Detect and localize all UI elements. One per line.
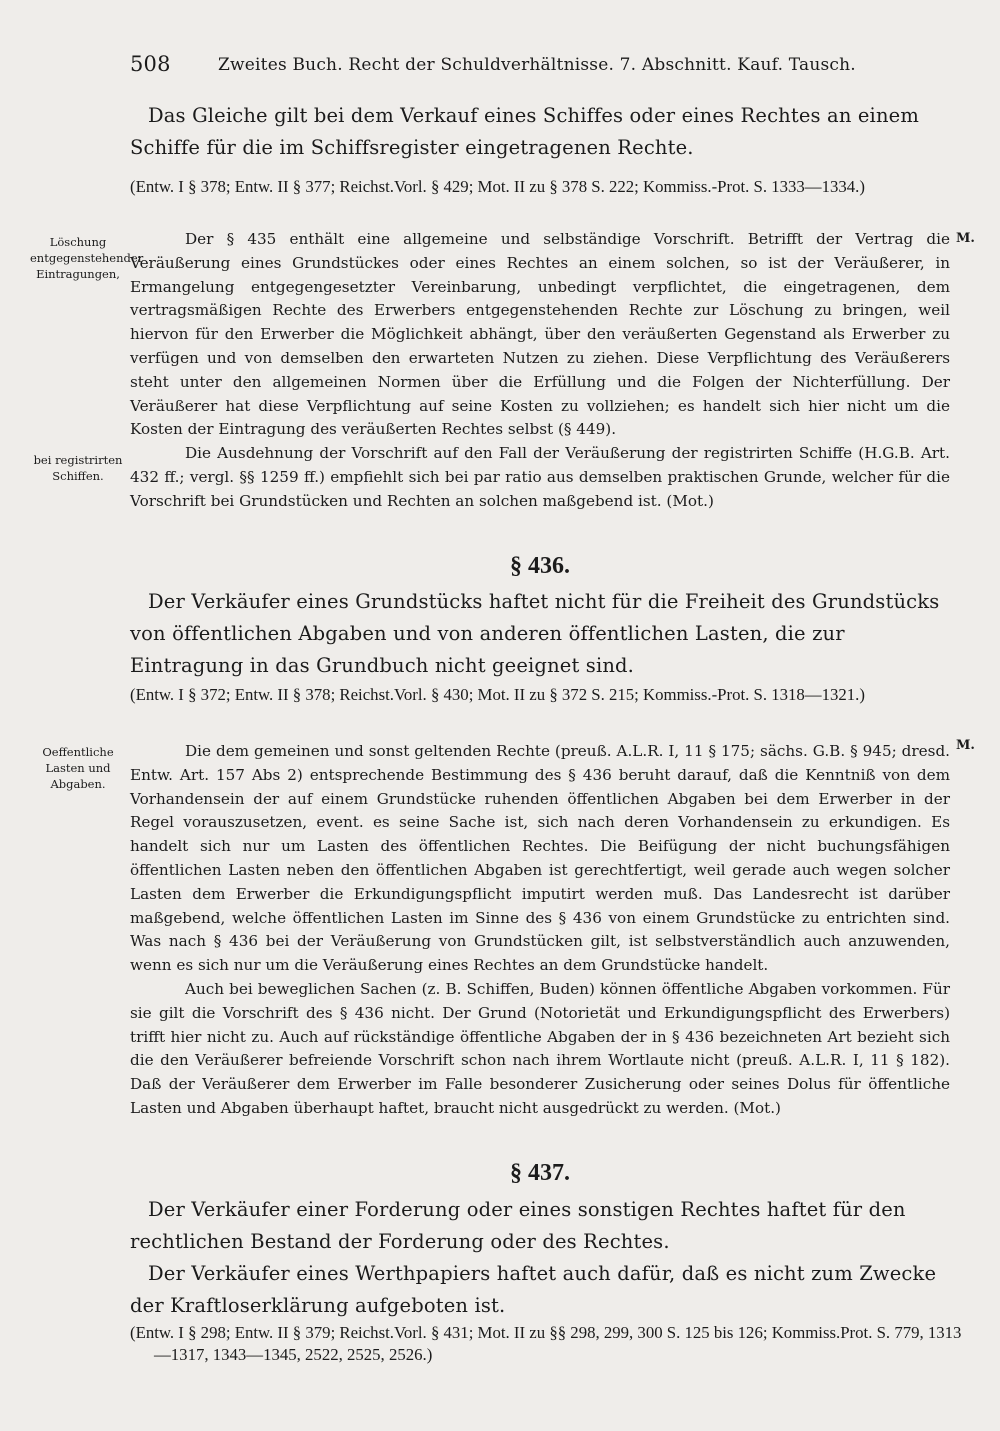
commentary-paragraph: Die dem gemeinen und sonst geltenden Rechte (preuß. A.L.R. I, 11 § 175; sächs. G.B. § 945; dresd. Entw. Art. 157 Abs 2) entsprechende Bestimmung des § 436 beruht darauf, daß die Kenntniß von dem Vorhandensein der auf einem Grundstücke ruhenden öffentlichen Abgaben bei dem Erwerber in der Regel vorauszusetzen, event. es seine Sache ist, sich nach deren Vorhandensein zu erkundigen. Es handelt sich nur um Lasten des öffentlichen Rechtes. Die Beifügung der nicht buchungsfähigen öffentlichen Lasten neben den öffentlichen Abgaben ist gerechtfertigt, weil gerade auch wegen solcher Lasten dem Erwerber die Erkundigungspflicht imputirt werden muß. Das Landesrecht ist darüber maßgebend, welche öffentlichen Lasten im Sinne des § 436 von einem Grundstücke zu entrichten sind. Was nach § 436 bei der Veräußerung von Grundstücken gilt, ist selbstverständlich auch anzuwenden, wenn es sich nur um die Veräußerung eines Rechtes an dem Grundstücke handelt.	[130, 742, 950, 975]
page-header	[130, 52, 950, 82]
reference-text: (Entw. I § 378; Entw. II § 377; Reichst.Vorl. § 429; Mot. II zu § 378 S. 222; Kommiss.-Prot. S. 1333—1334.)	[130, 177, 865, 196]
section-436-heading: § 436.	[510, 553, 570, 579]
margin-note-oeffentliche: Oeffentliche Lasten und Abgaben.	[42, 745, 114, 791]
law-paragraph: Der Verkäufer eines Grundstücks haftet nicht für die Freiheit des Grundstücks von öffentlichen Abgaben und von anderen öffentlichen Lasten, die zur Eintragung in das Grundbuch nicht geeignet sind.	[130, 590, 940, 677]
law-paragraph: Das Gleiche gilt bei dem Verkauf eines Schiffes oder eines Rechtes an einem Schiffe für die im Schiffsregister eingetragenen Rechte.	[130, 104, 919, 159]
section-436-law-text	[130, 586, 950, 682]
margin-mark-m: M.	[956, 738, 975, 753]
commentary-436	[130, 740, 950, 1121]
commentary-paragraph: Der § 435 enthält eine allgemeine und selbständige Vorschrift. Betrifft der Vertrag die Veräußerung eines Grundstückes oder eines Rechtes an einem solchen, so ist der Veräußerer, in Ermangelung entgegengesetzter Vereinbarung, unbedingt verpflichtet, die eingetragenen, dem vertragsmäßigen Rechte des Erwerbers entgegenstehenden Rechte zur Löschung zu bringen, weil hiervon für den Erwerber die Möglichkeit abhängt, über den veräußerten Gegenstand als Erwerber zu verfügen und von demselben den erwarteten Nutzen zu ziehen. Diese Verpflichtung des Veräußerers steht unter den allgemeinen Normen über die Erfüllung und die Folgen der Nichterfüllung. Der Veräußerer hat diese Verpflichtung auf seine Kosten zu vollziehen; es handelt sich hier nicht um die Kosten der Eintragung des veräußerten Rechtes selbst (§ 449).	[130, 230, 950, 439]
law-paragraph: Der Verkäufer einer Forderung oder eines sonstigen Rechtes haftet für den rechtlichen Bestand der Forderung oder des Rechtes.	[130, 1198, 906, 1253]
section-437-heading: § 437.	[510, 1160, 570, 1186]
law-paragraph: Der Verkäufer eines Werthpapiers haftet auch dafür, daß es nicht zum Zwecke der Kraftloserklärung aufgeboten ist.	[130, 1262, 937, 1317]
page-number: 508	[130, 52, 171, 76]
section-436-reference	[130, 684, 974, 706]
section-437-reference	[130, 1322, 974, 1366]
section-437-law-text	[130, 1194, 950, 1322]
commentary-paragraph: Auch bei beweglichen Sachen (z. B. Schiffen, Buden) können öffentliche Abgaben vorkommen. Für sie gilt die Vorschrift des § 436 nicht. Der Grund (Notorietät und Erkundigungspflicht des Erwerbers) trifft hier nicht zu. Auch auf rückständige öffentliche Abgaben der in § 436 bezeichneten Art bezieht sich die den Veräußerer befreiende Vorschrift schon nach ihrem Wortlaute nicht (preuß. A.L.R. I, 11 § 182). Daß der Veräußerer dem Erwerber im Falle besonderer Zusicherung oder seines Dolus für öffentliche Lasten und Abgaben überhaupt haftet, braucht nicht ausgedrückt zu werden. (Mot.)	[130, 979, 950, 1117]
intro-reference	[130, 176, 974, 198]
commentary-paragraph: Die Ausdehnung der Vorschrift auf den Fall der Veräußerung der registrirten Schiffe (H.G.B. Art. 432 ff.; vergl. §§ 1259 ff.) empfiehlt sich bei par ratio aus demselben praktischen Grunde, welcher für die Vorschrift bei Grundstücken und Rechten an solchen maßgebend ist. (Mot.)	[130, 444, 950, 510]
margin-note-loeschung: Löschung entgegenstehender Eintragungen,	[30, 235, 144, 281]
running-title: Zweites Buch. Recht der Schuldverhältnisse. 7. Abschnitt. Kauf. Tausch.	[218, 55, 856, 75]
reference-text: (Entw. I § 298; Entw. II § 379; Reichst.Vorl. § 431; Mot. II zu §§ 298, 299, 300 S. 125 bis 126; Kommiss.Prot. S. 779, 1313—1317, 1343—1345, 2522, 2525, 2526.)	[130, 1323, 962, 1364]
intro-law-text	[130, 100, 950, 164]
margin-mark-m: M.	[956, 231, 975, 246]
margin-note-schiffe: bei registrirten Schiffen.	[33, 453, 123, 483]
reference-text: (Entw. I § 372; Entw. II § 378; Reichst.Vorl. § 430; Mot. II zu § 372 S. 215; Kommiss.-Prot. S. 1318—1321.)	[130, 685, 865, 704]
commentary-435	[130, 228, 950, 514]
